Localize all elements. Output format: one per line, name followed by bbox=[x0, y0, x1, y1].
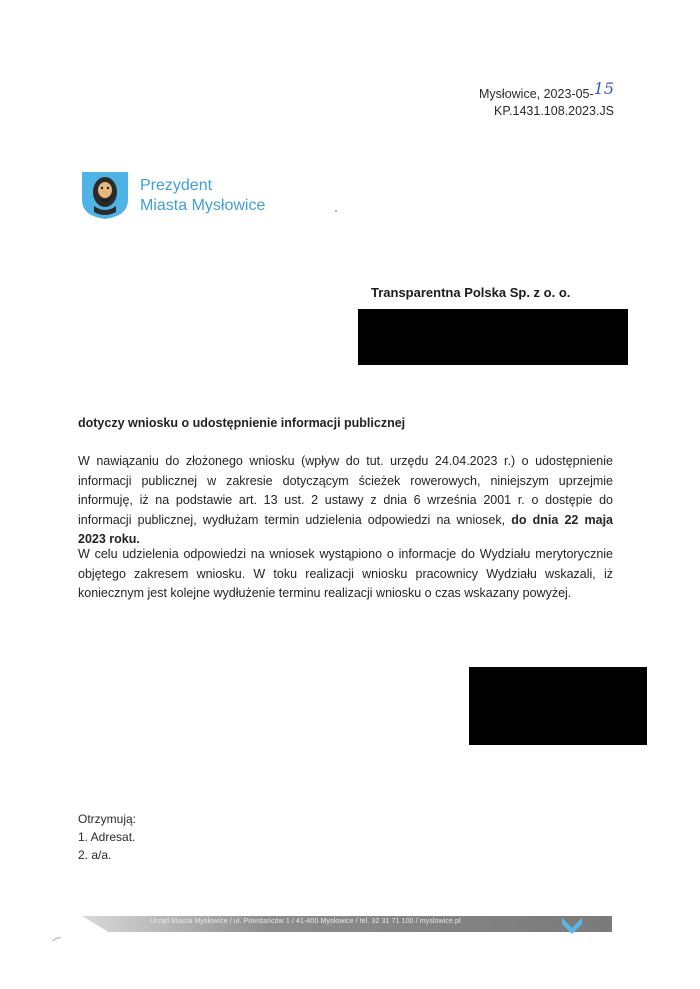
subject-line: dotyczy wniosku o udostępnienie informacji publicznej bbox=[78, 416, 406, 430]
redacted-address-block bbox=[358, 309, 628, 365]
coat-of-arms-icon bbox=[80, 170, 130, 220]
paragraph-1 bbox=[78, 452, 613, 550]
recipient-item: 2. a/a. bbox=[78, 848, 112, 862]
footer-text: Urząd Miasta Mysłowice / ul. Powstańców 1 / 41-400 Mysłowice / tel. 32 31 71 100 / myslowice.pl bbox=[150, 918, 461, 925]
chevron-logo-icon bbox=[560, 914, 584, 934]
addressee-name: Transparentna Polska Sp. z o. o. bbox=[371, 285, 571, 300]
paragraph-2: W celu udzielenia odpowiedzi na wniosek wystąpiono o informacje do Wydziału merytorycznie objętego zakresem wniosku. W toku realizacji wniosku pracownicy Wydziału wskazali, iż koniecznym jest kolejne wydłużenie terminu realizacji wniosku o czas wskazany powyżej. bbox=[78, 547, 613, 600]
document-header bbox=[479, 79, 614, 120]
place-date-text: Mysłowice, 2023-05- bbox=[479, 87, 594, 101]
recipient-item: 1. Adresat. bbox=[78, 830, 136, 844]
paragraph-1-text: W nawiązaniu do złożonego wniosku (wpływ do tut. urzędu 24.04.2023 r.) o udostępnienie informacji publicznej w zakresie dotyczącym ścieżek rowerowych, niniejszym uprzejmie informuję, iż na podstawie art. 13 ust. 2 ustawy z dnia 6 września 2001 r. o dostępie do informacji publicznej, wydłużam termin udzielenia odpowiedzi na wniosek, bbox=[78, 454, 613, 527]
recipients-list bbox=[78, 810, 136, 864]
logo-text bbox=[140, 176, 265, 216]
reference-number: KP.1431.108.2023.JS bbox=[493, 104, 614, 118]
handwritten-day: 15 bbox=[593, 79, 614, 98]
recipients-heading: Otrzymują: bbox=[78, 812, 137, 826]
logo-line-1: Prezydent bbox=[140, 177, 213, 194]
deadline-text: do dnia 22 maja 2023 roku. bbox=[78, 512, 613, 546]
place-date bbox=[479, 79, 614, 103]
redacted-signature-block bbox=[469, 667, 647, 745]
scan-speck bbox=[335, 210, 337, 212]
logo-line-2: Miasta Mysłowice bbox=[140, 197, 266, 214]
scan-mark bbox=[52, 936, 62, 942]
